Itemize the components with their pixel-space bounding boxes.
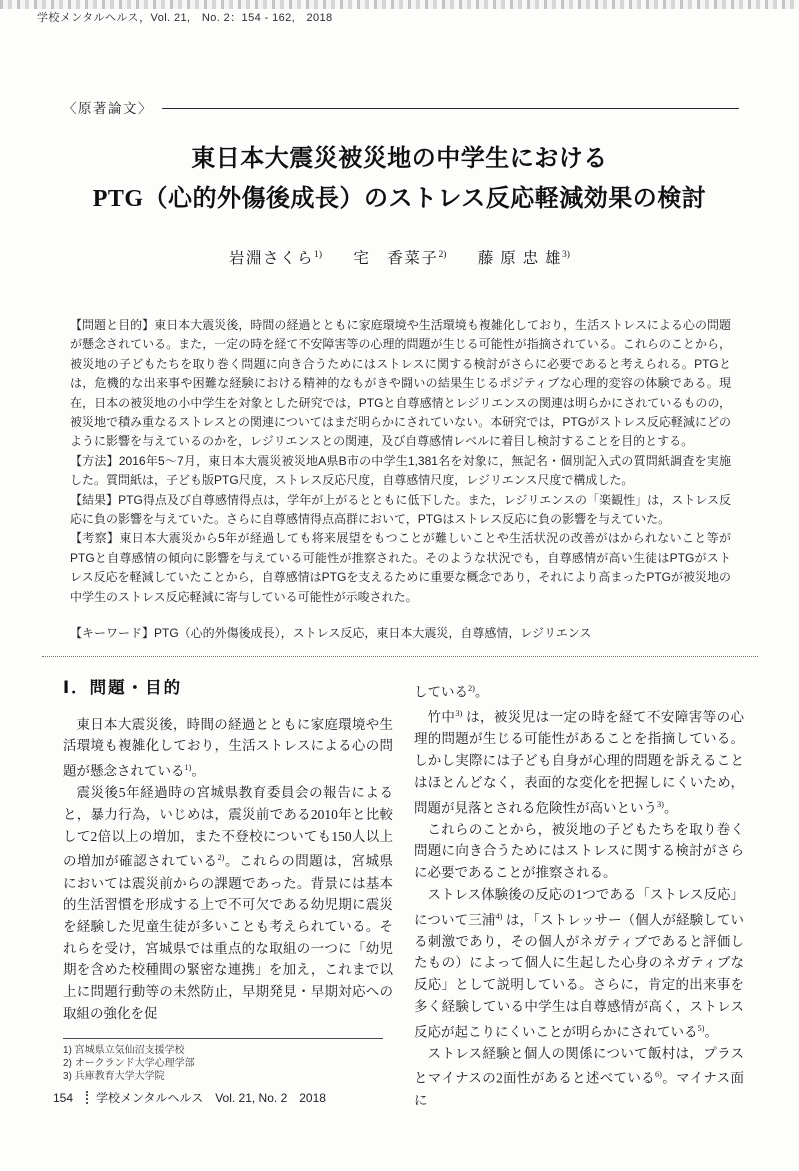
- footnote-1: 1) 宮城県立気仙沼支援学校: [63, 1044, 185, 1056]
- author-3: [478, 250, 570, 267]
- author-1: [229, 250, 322, 267]
- keywords-label: 【キーワード】: [70, 626, 155, 640]
- paper-title-line-1: 東日本大震災被災地の中学生における: [191, 146, 608, 172]
- body-columns: [63, 678, 745, 1111]
- author-3-affiliation-mark: 3): [561, 248, 570, 260]
- abstract-label: 【考察】: [70, 531, 120, 546]
- right-column: [414, 678, 744, 1111]
- author-3-name: 藤 原 忠 雄: [477, 250, 562, 267]
- abstract-paragraph-method: [70, 452, 731, 491]
- left-column: [63, 678, 393, 1111]
- abstract-text: PTG得点及び自尊感情得点は，学年が上がるとともに低下した。また，レジリエンスの「楽観性」は，ストレス反応に負の影響を与えていた。さらに自尊感情得点高群において，PTGはストレス反応に負の影響を与えていた。: [70, 492, 731, 527]
- abstract-label: 【結果】: [70, 492, 119, 507]
- footnote-3: 3) 兵庫教育大学大学院: [63, 1070, 165, 1082]
- footer-journal-info: 学校メンタルヘルス Vol. 21, No. 2 2018: [96, 1091, 326, 1105]
- header-rule: [162, 108, 739, 109]
- section-heading: Ⅰ．問題・目的: [63, 679, 183, 697]
- body-paragraph: ストレス経験と個人の関係について飯村は，プラスとマイナスの2面性があると述べている$^{6)}$。マイナス面に: [414, 1045, 744, 1108]
- footer-dotted-separator: [86, 1091, 88, 1104]
- article-type-row: [63, 97, 739, 117]
- author-2-affiliation-mark: 2): [438, 248, 447, 260]
- keywords-text: PTG（心的外傷後成長），ストレス反応，東日本大震災，自尊感情，レジリエンス: [154, 626, 592, 640]
- abstract-text: 東日本大震災から5年が経過しても将来展望をもつことが難しいことや生活状況の改善がはかられないこと等がPTGと自尊感情の傾向に影響を与えている可能性が推察された。そのような状況でも，自尊感情が高い生徒はPTGがストレス反応を軽減していたことから，自尊感情はPTGを支えるために重要な概念であり，それにより高まったPTGが被災地の中学生のストレス反応軽減に寄与している可能性が示唆された。: [70, 531, 731, 604]
- abstract-text: 2016年5～7月，東日本大震災被災地A県B市の中学生1,381名を対象に，無記名・個別記入式の質問紙調査を実施した。質問紙は，子ども版PTG尺度，ストレス反応尺度，自尊感情尺度，レジリエンス尺度で構成した。: [70, 453, 731, 488]
- body-paragraph: 震災後5年経過時の宮城県教育委員会の報告によると，暴力行為，いじめは，震災前である2010年と比較して2倍以上の増加，また不登校についても150人以上の増加が確認されている$^{2)}$。これらの問題は，宮城県においては震災前からの課題であった。背景には基本的生活習慣を形成する上で不可欠である幼児期に震災を経験した児童生徒が多いことも考えられている。それらを受け，宮城県では重点的な取組の一つに「幼児期を含めた校種間の緊密な連携」を加え，これまで以上に問題行動等の未然防止，早期発見・早期対応への取組の強化を促: [63, 785, 394, 1021]
- footnotes-block: [63, 1038, 383, 1084]
- footnote-2: 2) オークランド大学心理学部: [63, 1057, 195, 1069]
- abstract-label: 【問題と目的】: [70, 318, 155, 332]
- paper-title: [0, 139, 799, 219]
- scan-edge-artifact: [0, 0, 799, 9]
- abstract-text: 東日本大震災後，時間の経過とともに家庭環境や生活環境も複雑化しており，生活ストレスによる心の問題が懸念されている。また，一定の時を経て不安障害等の心理的問題が生じる可能性が指摘されている。これらのことから，被災地の子どもたちを取り巻く問題に向き合うためにはストレスに関する検討がさらに必要であると考えられる。PTGとは，危機的な出来事や困難な経験における精神的なもがきや闘いの結果生じるポジティブな心理的変容の体験である。現在，日本の被災地の小中学生を対象とした研究では，PTGと自尊感情とレジリエンスの関連は明らかにされているものの，被災地で積み重なるストレスとの関連についてはまだ明らかにされていない。本研究では，PTGがストレス反応軽減にどのように影響を与えているのかを，レジリエンスとの関連，及び自尊感情レベルに着目し検討することを目的とする。: [70, 318, 731, 449]
- body-paragraph: これらのことから，被災地の子どもたちを取り巻く問題に向き合うためにはストレスに関する検討がさらに必要であることが推察される。: [414, 821, 744, 881]
- keywords-divider-dotted-rule: [42, 656, 758, 657]
- body-paragraph: 竹中$^{3)}$ は，被災児は一定の時を経て不安障害等の心理的問題が生じる可能性があることを指摘している。しかし実際には子ども自身が心理的問題を訴えることはほとんどなく，表面的な変化を把握しにくいため，問題が見落とされる危険性が高いという$^{3)}$。: [414, 709, 745, 816]
- abstract-paragraph-results: [70, 491, 731, 530]
- abstract-paragraph-discussion: [70, 529, 731, 607]
- page-number: 154: [53, 1090, 74, 1105]
- author-1-name: 岩淵さくら: [229, 250, 315, 267]
- body-paragraph: ストレス体験後の反応の1つである「ストレス反応」について三浦$^{4)}$ は，「ストレッサー（個人が経験している刺激であり，その個人がネガティブであると評価したもの）によって個人に生起した心身のネガティブな反応」として説明している。さらに，肯定的出来事を多く経験している中学生は自尊感情が高く，ストレス反応が起こりにくいことが明らかにされている$^{5)}$。: [414, 886, 744, 1040]
- abstract-paragraph-problem-purpose: [70, 316, 731, 452]
- abstract: [70, 316, 731, 607]
- article-type-label: 〈原著論文〉: [63, 101, 153, 116]
- keywords-line: [70, 624, 731, 641]
- abstract-label: 【方法】: [70, 453, 119, 468]
- body-paragraph-continuation: している$^{2)}$。: [414, 684, 489, 700]
- author-1-affiliation-mark: 1): [314, 248, 323, 260]
- journal-header: 学校メンタルヘルス，Vol. 21, No. 2：154 - 162, 2018: [37, 12, 333, 24]
- body-paragraph: 東日本大震災後，時間の経過とともに家庭環境や生活環境も複雑化しており，生活ストレスによる心の問題が懸念されている$^{1)}$。: [63, 716, 393, 779]
- author-line: [0, 246, 799, 268]
- author-2-name: 宅 香菜子: [353, 250, 439, 267]
- author-2: [353, 250, 446, 267]
- paper-title-line-2: PTG（心的外傷後成長）のストレス反応軽減効果の検討: [92, 186, 707, 212]
- page-footer: [53, 1089, 326, 1106]
